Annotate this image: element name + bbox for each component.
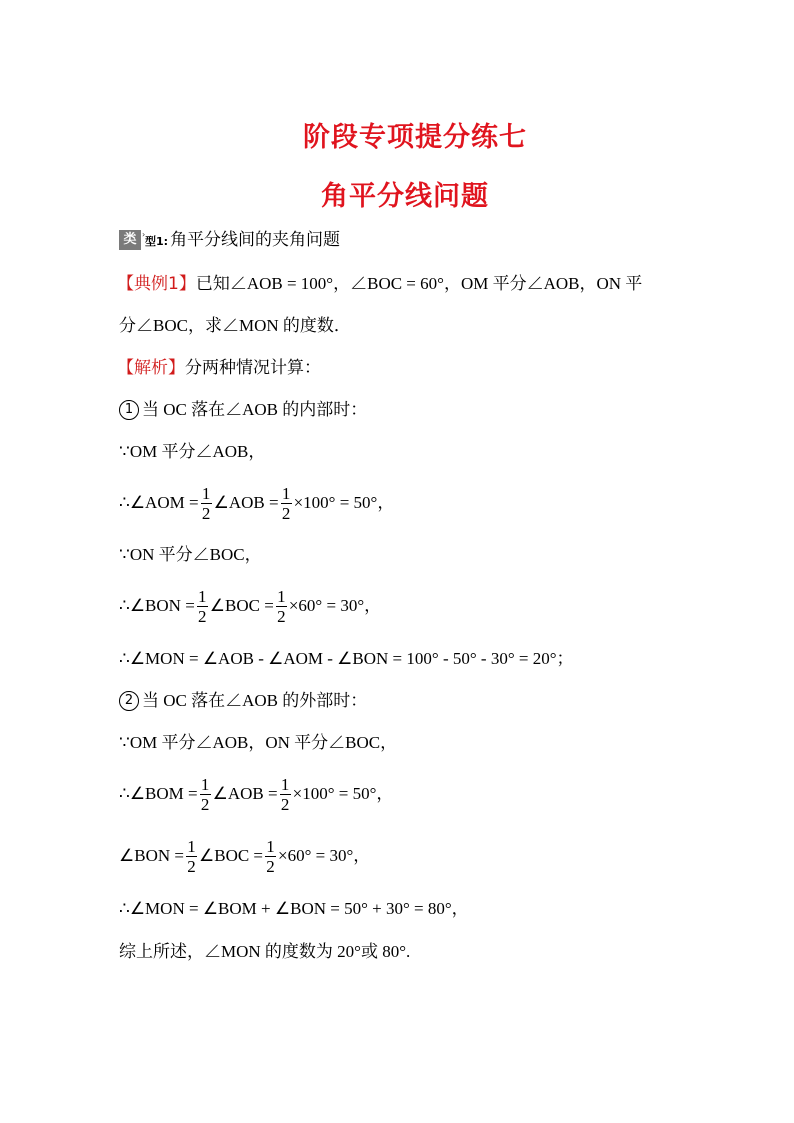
fraction-numerator: 1 [277,586,286,606]
fraction-half [276,587,287,626]
case1-marker: 1 [119,400,139,420]
badge-corner-icon: › [142,230,146,239]
page-title: 阶段专项提分练七 [303,122,527,153]
step-text-7b: ∠AOB = [212,784,278,803]
fraction-numerator: 1 [187,836,196,856]
fraction-half [200,775,211,814]
fraction-numerator: 1 [280,774,290,794]
example-line-2 [119,315,351,337]
step-text-5: ∴∠MON = ∠AOB - ∠AOM - ∠BON = 100° - 50° - 30° = 20°； [119,649,574,668]
fraction-denominator: 2 [266,856,275,876]
fraction-denominator: 2 [277,606,286,626]
fraction-half [201,484,212,523]
step-line-1 [119,441,265,463]
type-heading-text: 角平分线间的夹角问题 [170,230,341,250]
fraction-numerator: 1 [201,483,211,503]
step-text-2c: ×100° = 50°， [293,493,395,512]
case2-text: 当 OC 落在∠AOB 的外部时： [142,691,368,710]
step-line-3 [119,544,262,566]
page-subtitle: 角平分线问题 [321,181,489,212]
step-text-3: ∵ON 平分∠BOC， [119,545,262,564]
step-text-2a: ∴∠AOM = [119,493,199,512]
step-text-4a: ∴∠BON = [119,596,195,615]
example-tag: 【典例1】 [117,274,196,294]
example-text-1: 已知∠AOB = 100°，∠BOC = 60°，OM 平分∠AOB，ON 平 [195,274,643,293]
fraction-denominator: 2 [281,503,291,523]
step-line-7 [119,771,393,817]
step-line-5 [119,648,574,670]
case2-marker: 2 [119,691,139,711]
step-text-4c: ×60° = 30°， [288,596,382,615]
step-text-9: ∴∠MON = ∠BOM + ∠BON = 50° + 30° = 80°， [119,899,469,918]
fraction-half [186,837,197,876]
analysis-intro-line [117,357,321,379]
step-text-7a: ∴∠BOM = [119,784,198,803]
step-text-4b: ∠BOC = [209,596,274,615]
step-text-2b: ∠AOB = [213,493,279,512]
fraction-numerator: 1 [266,836,275,856]
step-line-2 [119,480,394,526]
fraction-half [265,837,276,876]
step-text-8c: ×60° = 30°， [278,846,371,865]
fraction-denominator: 2 [187,856,196,876]
step-line-9 [119,898,469,920]
step-line-6 [119,732,397,754]
fraction-half [280,775,291,814]
fraction-numerator: 1 [198,586,207,606]
fraction-half [197,587,208,626]
step-text-1: ∵OM 平分∠AOB， [119,442,266,461]
example-line-1 [117,273,642,295]
type-badge-box: 类 [119,230,141,250]
fraction-denominator: 2 [201,503,211,523]
fraction-denominator: 2 [200,794,210,814]
case2-line [119,690,367,712]
type-heading [119,229,340,251]
step-text-8b: ∠BOC = [198,846,264,865]
step-line-4 [119,583,381,629]
analysis-intro: 分两种情况计算： [185,358,321,378]
step-line-8 [119,833,370,879]
conclusion-text: 综上所述，∠MON 的度数为 20°或 80°. [119,942,411,961]
fraction-numerator: 1 [281,483,291,503]
step-text-7c: ×100° = 50°， [292,784,394,803]
fraction-denominator: 2 [198,606,207,626]
case1-text: 当 OC 落在∠AOB 的内部时： [142,400,368,419]
case1-line [119,399,367,421]
step-text-8a: ∠BON = [119,846,184,865]
example-text-2: 分∠BOC，求∠MON 的度数． [119,316,351,335]
type-number: 型1: [145,235,169,248]
analysis-tag: 【解析】 [117,358,185,378]
conclusion-line [119,941,410,963]
fraction-denominator: 2 [280,794,290,814]
step-text-6: ∵OM 平分∠AOB，ON 平分∠BOC， [119,733,398,752]
fraction-half [281,484,292,523]
fraction-numerator: 1 [200,774,210,794]
type-badge [119,230,146,250]
